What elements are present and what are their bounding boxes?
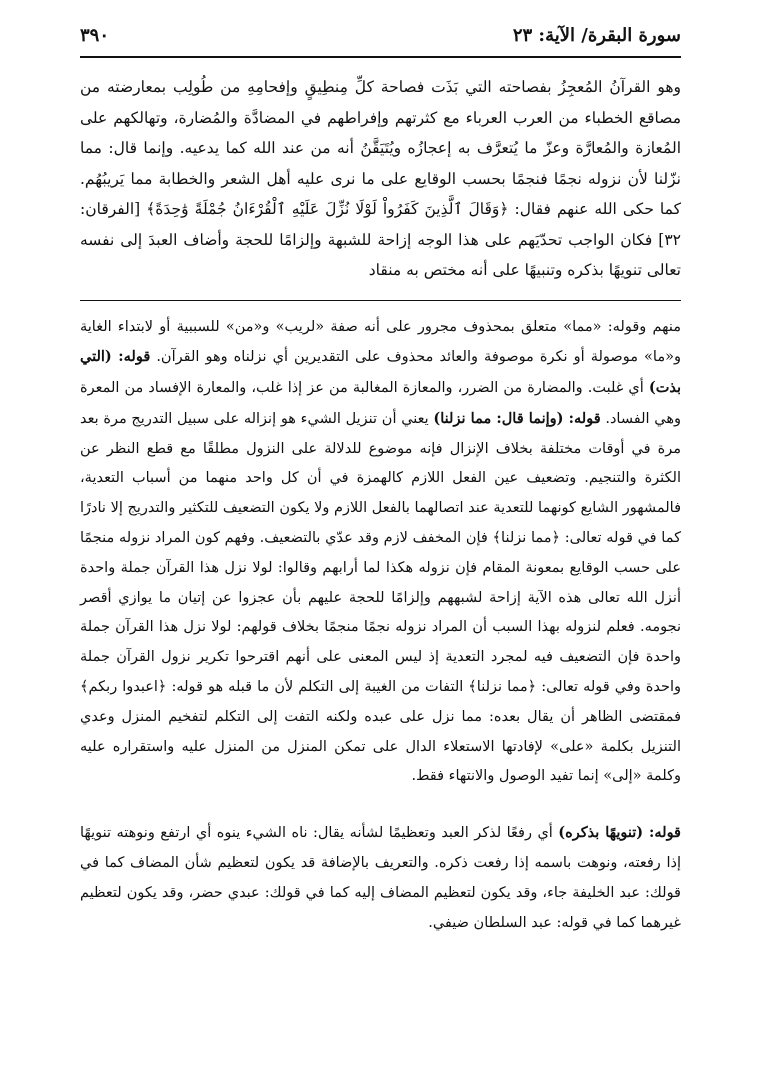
page-header — [80, 18, 681, 52]
main-text — [80, 72, 681, 286]
commentary-label: قوله: (وإنما قال: مما نزلنا) — [433, 409, 601, 427]
surah-reference: سورة البقرة/ الآية: ٢٣ — [512, 24, 681, 46]
commentary-label: قوله: (التي بذت) — [80, 348, 681, 397]
commentary — [80, 313, 681, 939]
commentary-paragraph — [80, 313, 681, 793]
commentary-label: قوله: (تنويهًا بذكره) — [558, 824, 681, 842]
commentary-text: منهم وقوله: «مما» متعلق بمحذوف مجرور على أنه صفة «لريب» و«من» للسببية أو لابتداء الغاية و«ما» موصولة أو نكرة موصوفة والعائد محذوف على التقديرين أي نزلناه وهو القرآن. — [80, 318, 681, 366]
commentary-text: أي غلبت. والمضارة من الضرر، والمعازة المغالبة من عز إذا غلب، والمعارة الإفساد من المعرة وهي الفساد. — [80, 380, 681, 427]
commentary-text: أي رفعًا لذكر العبد وتعظيمًا لشأنه يقال: ناه الشيء ينوه أي ارتفع ونوهته تنويهًا إذا رفعته، ونوهت باسمه إذا رفعت ذكره. والتعريف بالإضافة قد يكون لتعظيم شأن المضاف كما في قولك: عبد الخليفة جاء، وقد يكون لتعظيم المضاف إليه كما في قولك: عبدي حضر، وقد يكون لتعظيم غيرهما كما في قوله: عبد السلطان ضيفي. — [80, 825, 681, 931]
commentary-paragraph — [80, 818, 681, 938]
commentary-text: يعني أن تنزيل الشيء هو إنزاله على سبيل التدريج مرة بعد مرة في أوقات مختلفة بخلاف الإنزال فإنه موضوع للدلالة على النزول مطلقًا مع قطع النظر عن الكثرة والتنجيم. وتضعيف عين الفعل اللازم كالهمزة في أن كل واحد منهما من أسباب التعدية، فالمشهور الشايع كونهما للتعدية عند اتصالهما بالفعل اللازم ولا يكون التضعيف للتكثير والتدريج إلا نادرًا كما في قوله تعالى: ﴿مما نزلنا﴾ فإن المخفف لازم وقد عدّي بالتضعيف. وفهم كون المراد نزوله منجمًا على حسب الوقايع بمعونة المقام فإن نزوله هكذا لما أرابهم وقالوا: لولا نزل هذا القرآن جملة واحدة أنزل الله تعالى هذه الآية إزاحة لشبههم وإلزامًا للحجة عليهم بأن عجزوا عن إتيان ما يوازي أقصر نجومه. فعلم لنزوله بهذا السبب أن المراد نزوله نجمًا منجمًا بخلاف قولهم: لولا نزل هذا القرآن جملة واحدة فإن التضعيف فيه لمجرد التعدية إذ ليس المعنى على أنهم اقترحوا تكرير نزول القرآن جملة واحدة وفي قوله تعالى: ﴿مما نزلنا﴾ التفات من الغيبة إلى التكلم لأن ما قبله هو قوله: ﴿اعبدوا ربكم﴾ فمقتضى الظاهر أن يقال بعده: مما نزل على عبده ولكنه التفت إلى التكلم لتفخيم المنزل وعدي التنزيل بكلمة «على» لإفادتها الاستعلاء الدال على تمكن المنزل من المنزل عليه واستقراره عليه وكلمة «إلى» إنما تفيد الوصول والانتهاء فقط. — [80, 410, 681, 785]
header-rule — [80, 56, 681, 58]
main-paragraph: وهو القرآنُ المُعجِزُ بفصاحته التي بَذَت فصاحة كلِّ مِنطِيقٍ وإفحامِهِ من طُولِب بمعارضته من مصاقع الخطباء من العرب العرباء مع كثرتهم وإفراطهم في المضادَّة والمُضارة، وتهالكهم على المُعازة والمُعارَّة وعزّ ما يُتعرَّف به إعجازُه ويُتَيَقَّنُ أنه من عند الله كما يدعيه. وإنما قال: مما نزّلنا لأن نزوله نجمًا فنجمًا بحسب الوقايع على ما نرى عليه أهل الشعر والخطابة مما يَريبُهُم. كما حكى الله عنهم فقال: ﴿وَقَالَ ٱلَّذِينَ كَفَرُواْ لَوْلَا نُزِّلَ عَلَيْهِ ٱلْقُرْءَانُ جُمْلَةً وَٰحِدَةً﴾ [الفرقان: ٣٢] فكان الواجب تحدّيَهم على هذا الوجه إزاحة للشبهة وإلزامًا للحجة وأضاف العبدَ إلى نفسه تعالى تنويهًا بذكره وتنبيهًا على أنه مختص به منقاد — [80, 78, 681, 279]
page-number: ٣٩٠ — [80, 24, 110, 46]
footnote-separator — [80, 300, 681, 301]
